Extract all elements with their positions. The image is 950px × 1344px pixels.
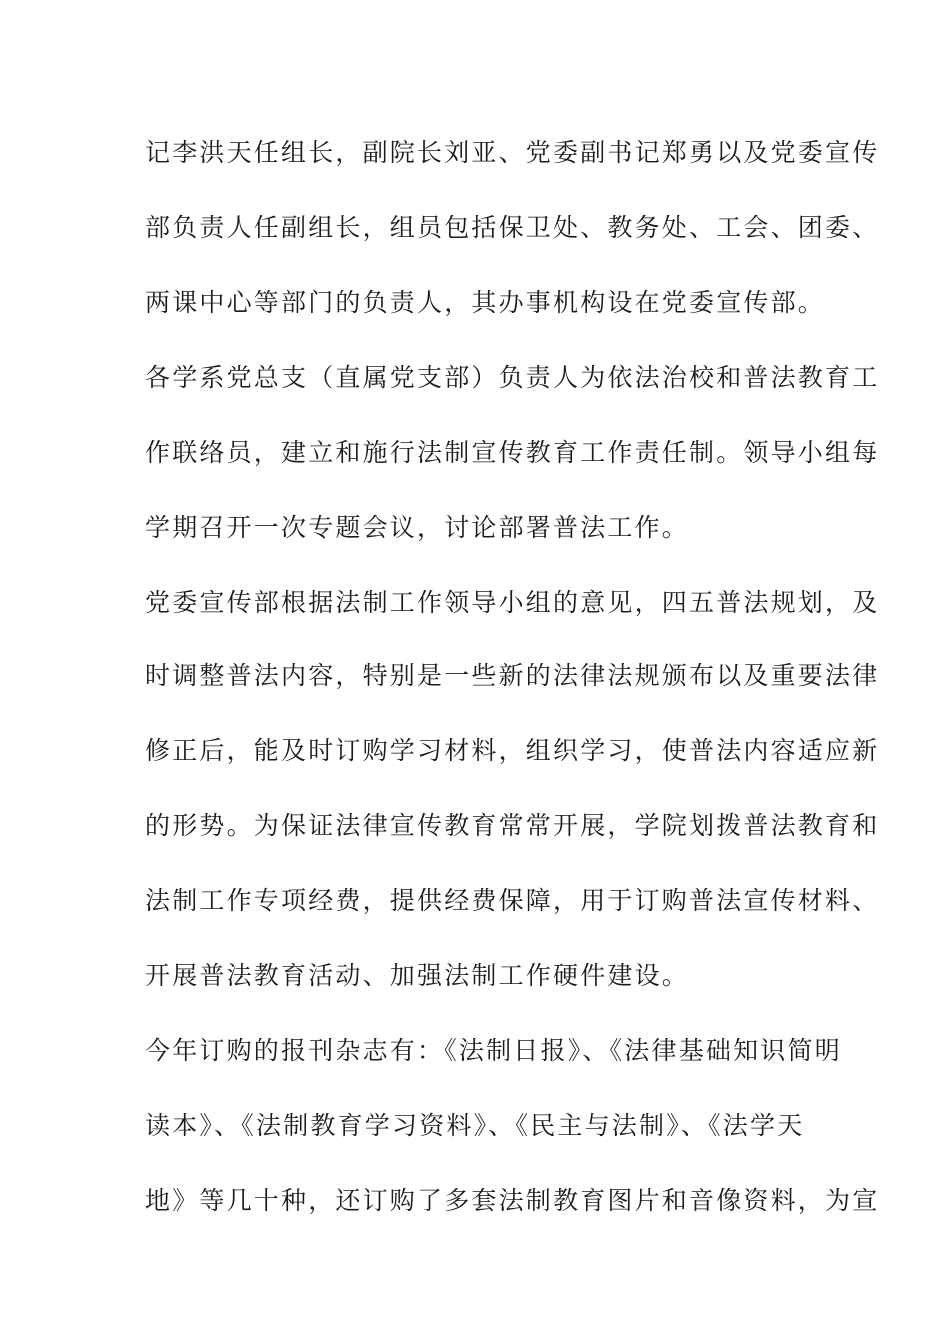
text-line: 开展普法教育活动、加强法制工作硬件建设。 (145, 961, 690, 990)
text-line: 时调整普法内容，特别是一些新的法律法规颁布以及重要法律 (145, 661, 880, 690)
text-line: 记李洪天任组长，副院长刘亚、党委副书记郑勇以及党委宣传 (145, 138, 880, 167)
text-line: 作联络员，建立和施行法制宣传教育工作责任制。领导小组每 (145, 438, 880, 467)
text-line: 各学系党总支（直属党支部）负责人为依法治校和普法教育工 (145, 363, 880, 392)
text-line: 两课中心等部门的负责人，其办事机构设在党委宣传部。 (145, 288, 826, 317)
text-line: 读本》、《法制教育学习资料》、《民主与法制》、《法学天 (145, 1111, 805, 1140)
text-line: 的形势。为保证法律宣传教育常常开展，学院划拨普法教育和 (145, 811, 880, 840)
text-line: 地》等几十种，还订购了多套法制教育图片和音像资料，为宣 (145, 1186, 880, 1215)
text-line: 党委宣传部根据法制工作领导小组的意见，四五普法规划，及 (145, 588, 880, 617)
text-line: 今年订购的报刊杂志有：《法制日报》、《法律基础知识简明 (145, 1036, 842, 1065)
text-line: 修正后，能及时订购学习材料，组织学习，使普法内容适应新 (145, 736, 880, 765)
text-line: 部负责人任副组长，组员包括保卫处、教务处、工会、团委、 (145, 213, 880, 242)
text-line: 法制工作专项经费，提供经费保障，用于订购普法宣传材料、 (145, 886, 880, 915)
text-line: 学期召开一次专题会议，讨论部署普法工作。 (145, 513, 690, 542)
